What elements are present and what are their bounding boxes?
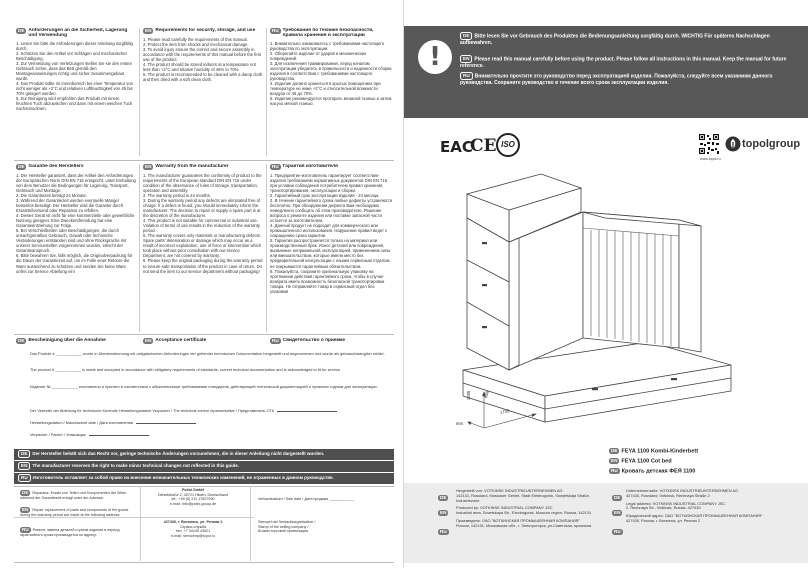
section-title [143, 338, 206, 345]
address-line: e-mail: info@polini-group.de [169, 501, 217, 506]
address-line: Произведено: ОАО "ВОТКИНСКАЯ ПРОМЫШЛЕННАЯ КОМПАНИЯ" [456, 517, 580, 523]
lang-badge-de: DE [440, 495, 447, 500]
paragraph: 5. Изделие рекомендуется протирать влажной тканью и затем насухо мягкой тканью. [270, 96, 392, 107]
top-notice-text: Внимательно прочтите это руководство перед эксплуатацией изделия. Пожалуйста, следуйте всем указаниям данного руководства. Сохраните руководство в течение всего срока эксплуатации изделия. [460, 73, 773, 86]
right-page [404, 0, 808, 568]
paragraph: 4. The product should be stored indoors at a temperature not less than +2°C and relative humidity of 45% to 70%. [143, 61, 256, 72]
paragraph: 1. Der Hersteller garantiert, dass der Artikel den Anforderungen der Europäischen Norm DIN EN 716 entspricht, unter Einhaltung von dem Benutzer die Bedingungen für Lagerung, Transport, Gebrauch und Montage. [16, 172, 136, 193]
section-title [143, 28, 263, 35]
section-title-text: Bescheinigung über die Annahme [28, 338, 106, 343]
column-divider [266, 164, 267, 332]
section-body [143, 173, 263, 274]
section-title-text: Требования по технике безопасности, правила хранения и эксплуатации [282, 28, 374, 39]
acceptance-line: The product # ____________ is made and accepted in accordance with obligatory requirements of standards, current technical documentation and is acknowledged to fit for service. [30, 367, 342, 372]
address-line: 427430, г. Воткинск, ул. Речная 2 [163, 520, 223, 524]
acceptance-line: Das Produkt # ____________ wurde in Übereinstimmung mit obligatorischen Anforderungen der geltender technischen Dokumentation hergestellt und angenommen und wurde als gebrauchstauglich erklärt. [30, 351, 385, 356]
address-line: Legal address: VOTKINSK INDUSTRIAL COMPANY JSC [626, 500, 726, 506]
lang-badge: DE [460, 32, 472, 40]
paragraph: 4. Das Produkt sollte im Innenbereich bei einer Temperatur von nicht weniger als +2°C und relativen Luftfeuchtigkeit von 45 bis 70% gelagert werden. [16, 81, 134, 97]
dim-height: 1085 [466, 390, 472, 401]
service-row-text: Repair, replacement of parts and components of the goods during the warranty period are made at the following address: [20, 507, 129, 517]
section-title [270, 164, 392, 171]
address-line: tel.: +49 (0) 211 17607990 [171, 497, 215, 501]
table-rule [14, 562, 394, 563]
address-line: Polini GmbH [181, 488, 205, 492]
address-line: Produced by: VOTKINSK INDUSTRIAL COMPANY JSC [456, 505, 553, 511]
lang-badge: RU [18, 474, 31, 482]
stamp-line: Stempel der Verkaufsorganisation / [258, 520, 316, 524]
lang-badge-ru: RU [614, 529, 621, 534]
service-row-text: Reparatur, Ersatz von Teilen und Komponenten der Ware, während der Garantiezeit erfolgt unter der Adresse: [20, 490, 127, 500]
lang-badge: EN [611, 458, 618, 463]
paragraph: 2. Оберегайте изделие от ударов и механических повреждений. [270, 50, 367, 61]
lang-badge: DE [18, 450, 30, 458]
lang-badge: EN [145, 28, 152, 33]
address-line: тел: +7 34145 43621 [175, 529, 211, 533]
eac-mark: EAC [440, 138, 473, 156]
brand-logo: topolgroup [742, 138, 801, 150]
top-notice [460, 32, 794, 46]
service-row [20, 490, 138, 501]
lang-badge: RU [460, 72, 473, 80]
section-title [16, 338, 106, 345]
paragraph: 1. Предприятие-изготовитель гарантирует соответствие изделия требованиям нормативных документов DIN EN 716 при условии соблюдения потребителем правил хранения, транспортирования, эксплуатации и сборки. [270, 172, 388, 193]
service-address [147, 488, 239, 506]
paragraph: 3. Для исключения травмирования, перед началом эксплуатации убедитесь в правильности и надежности сборки изделия в соответствии с требованиями настоящего руководства. [270, 61, 392, 82]
signature-label: Herstellungsdatum / Manufacture date / Дата изготовления [30, 420, 134, 425]
section-title-text: Garantie des Herstellers [28, 164, 84, 169]
acceptance-line: Изделие № ____________ изготовлено и принято в соответствии с обязательными требованиями стандартов, действующей технической документацией и признано годным для эксплуатации. [30, 384, 378, 389]
lang-badge: DE [18, 164, 25, 169]
section-title-text: Свидетельство о приемке [282, 338, 346, 343]
signature-field[interactable] [89, 433, 149, 436]
signature-label: Der Vertreter der Abteilung für technische Kontrolle Herstellungsdatum Verpacker / The technical control representative / Представитель ОТК [30, 408, 275, 413]
address-line: 2, Rechnaya Str., Votkinsk, Russia, 427430 [626, 505, 701, 511]
notice-bar [14, 473, 394, 484]
lang-badge-en: EN [614, 510, 621, 515]
section-body [16, 41, 136, 112]
dim-width: 1732 [499, 407, 510, 416]
notice-bar [14, 461, 394, 472]
text-column [143, 28, 263, 156]
section-body [16, 173, 136, 274]
text-column [270, 28, 392, 156]
paragraph: 2. Die Garantiezeit beträgt 24 Monate. [16, 192, 87, 198]
signature-line [30, 408, 337, 414]
lang-badge: EN [22, 507, 29, 512]
paragraph: 1. The manufacturer guarantees the conformity of product to the requirements of the European standard DIN EN 716 under condition of the observance of rules of storage, transportation, operation and assembly. [143, 172, 262, 193]
paragraph: 5. The warranty covers only materials or manufacturing defects. Spare parts' deterioration or damage which may occur as a result of incorrect exploitation, use of force or intervention which took place without prior consultation with our service Department, are not covered by warranty. [143, 233, 262, 259]
notice-text: The manufacturer reserves the right to make minor technical changes not reflected in this guide. [32, 463, 239, 468]
signature-line [30, 420, 196, 426]
top-notice [460, 55, 794, 69]
dim-unit: mm [456, 421, 463, 426]
text-column [16, 164, 136, 332]
lang-badge: RU [272, 28, 279, 33]
manufacturer-address [456, 489, 611, 529]
address-line: 427430, Россия, г. Воткинск, ул. Речная 2 [626, 517, 700, 523]
paragraph: 5. Bei Verschleißteilen oder Beschädigungen, die durch unsachgemäßen Gebrauch, Gewalt oder technische Veränderungen entstanden sind und ohne Rücksprache mit unserer Servicestellen vorgenommen wurden, erlischt der Garantieanspruch. [16, 228, 127, 254]
paragraph: 1. Внимательно ознакомьтесь с требованиями настоящего руководства по эксплуатации. [270, 40, 385, 51]
section-title [16, 164, 136, 171]
dim-depth: 638 [482, 390, 491, 399]
section-title [143, 164, 263, 171]
table-rule [14, 486, 394, 487]
section-body [143, 37, 263, 82]
address-line: 427430, Russland, Votkinsk, Rechnaya Straße 2 [626, 492, 710, 498]
section-title-text: Anforderungen an die Sicherheit, Lagerung und Verwendung [28, 28, 128, 39]
product-title-text: Кровать детская ФЕЯ 1100 [621, 468, 696, 475]
website-url: www.topol.ru [700, 157, 721, 161]
divider [14, 160, 394, 161]
notice-bar [14, 449, 394, 460]
address-line: Сервис-служба [179, 524, 207, 529]
lang-badge: RU [611, 468, 618, 473]
address-line: Industrial area, Sovetskaya Str., Electrogorsk, Moscow region, Russia, 142131 [456, 510, 592, 516]
lang-badge: RU [272, 338, 279, 343]
address-line: Unternehmenssitz: VOTKINSK INDUSTRIEUNTERNEHMEN AG [626, 488, 738, 493]
paragraph: 3. To avoid injury ensure the correct and secure assembly in accordance with the requirements of this manual before the first use of the product. [143, 46, 262, 62]
paragraph: 2. The warranty period is 24 months. [143, 192, 211, 198]
paragraph: 5. The product is recommended to be cleaned with a damp cloth and then dried with a soft clean cloth. [143, 72, 263, 83]
iso-mark: ISO [496, 133, 520, 157]
column-divider [139, 164, 140, 332]
paragraph: 3. Zur Vermeidung von Verletzungen stellen Sie sie den ersten Gebrauch sicher, dass das Bett gemäß den Montageanweisungen richtig und sicher zusammengebaut wurde. [16, 61, 132, 82]
paragraph: 2. Гарантийный срок эксплуатации изделия - 24 месяца. [270, 192, 380, 198]
top-notice-text: Please read this manual carefully before using the product. Please follow all instructions in this manual. Keep the manual for future reference. [460, 56, 787, 69]
text-column [143, 164, 263, 332]
section-title [16, 28, 136, 39]
signature-line [30, 432, 149, 438]
paragraph: 5. Гарантия распространяется только на материал или производственный брак. Износ деталей или повреждения, вызванные неправильной эксплуатацией, применением силы или вмешательством, которые имели место без предварительной консультации с нашим сервисным отделом, не покрываются гарантийным обязательством. [270, 238, 391, 269]
notice-text: Изготовитель оставляет за собой право на внесение незначительных технических изменений, не отраженных в данном руководстве. [32, 475, 334, 480]
table-rule [140, 486, 141, 561]
service-row [20, 527, 138, 538]
paragraph: 5. Zur Reinigung wird empfohlen das Produkt mit einem feuchten Tuch abzuwischen und dann mit einem weichen Tuch nachzutrocknen. [16, 96, 133, 112]
lang-badge-ru: RU [440, 529, 447, 534]
address-line: Юридический адрес: ОАО "ВОТКИНСКАЯ ПРОМЫШЛЕННАЯ КОМПАНИЯ" [626, 513, 763, 519]
paragraph: 3. During the warranty period any defects are eliminated free of charge. If a defect is found, you should immediately inform the manufacturer. The decision to repair or supply a spare part is at the discretion of the manufacturer. [143, 197, 261, 219]
divider [14, 334, 394, 335]
service-row-text: Ремонт, замена деталей и узлов изделия в период гарантийного срока производится по адресу: [20, 527, 120, 537]
service-address [147, 520, 239, 538]
product-title [609, 448, 698, 454]
product-title [609, 458, 672, 464]
section-title-text: Гарантия изготовителя [282, 164, 338, 169]
product-title [609, 468, 695, 474]
stamp-line: Stamp of the selling company / [258, 524, 309, 529]
legal-address [626, 489, 786, 524]
text-column [270, 164, 392, 332]
lang-badge: EN [18, 462, 30, 470]
top-notice [460, 72, 794, 86]
lang-badge-en: EN [440, 510, 447, 515]
paragraph: 4. This product is not suitable for commercial or industrial use. Violation of terms of use results in the reduction of the warranty period. [143, 218, 261, 234]
paragraph: 1. Please read carefully the requirements of this manual. [143, 36, 248, 42]
signature-field[interactable] [277, 409, 337, 412]
paragraph: 4. Данный продукт не подходит для коммерческого или промышленного использования. Нарушение правил ведет к сокращению срока гарантии. [270, 223, 387, 239]
section-body [270, 41, 392, 107]
table-rule [250, 486, 251, 561]
lang-badge: RU [22, 527, 29, 532]
service-row [20, 507, 138, 518]
exclamation-icon: ! [418, 40, 452, 74]
qr-code-icon [698, 133, 720, 155]
section-title-text: Acceptance certificate [155, 338, 207, 343]
lang-badge: EN [145, 338, 152, 343]
ce-mark: CE [470, 136, 497, 156]
section-title [270, 338, 345, 345]
lang-badge: EN [460, 55, 472, 63]
paragraph: 6. Please keep the original packaging during the warranty period to ensure safe transportation of the product in case of return. Do not send the item to our service department without packaging! [143, 258, 263, 274]
stamp-label [258, 520, 388, 534]
signature-label: Verpacker / Packer / Упаковщик [30, 432, 86, 437]
paragraph: 4. Изделие должно храниться в крытых помещениях при температуре не ниже +2°С и относительной влажности воздуха от 45 до 70%. [270, 81, 381, 97]
section-body [270, 173, 392, 294]
paragraph: 6. Bitte bewahren Sie, falls möglich, die Originalverpackung für die Dauer der Garantiezeit auf, um im Falle einer Retoure die Ware ausreichend zu schützen und senden Sie keine Ware unfrei zur Service Abteilung ein! [16, 253, 133, 274]
lang-badge: RU [272, 164, 279, 169]
sale-date: Verkaufsdatum / Sale date / Дата продажи ____________ [258, 497, 354, 501]
paragraph: 2. Protect the item from shocks and mechanical damage. [143, 41, 249, 47]
column-divider [139, 28, 140, 156]
section-title-text: Warranty from the manufacturer [155, 164, 229, 169]
address-line: Dieselstraße 2, 40721 Hilden, Deutschland [157, 492, 229, 497]
section-title [270, 28, 392, 39]
lang-badge: DE [18, 28, 25, 33]
paragraph: 3. Während der Garantiezeit werden eventuelle Mängel kostenlos beseitigt. Der Hersteller wird die Garantie durch Ersatzteilversand oder Reparatur zu erfüllen. [16, 197, 124, 213]
lang-badge-de: DE [614, 495, 621, 500]
lang-badge: DE [611, 448, 618, 453]
notice-text: Der Hersteller behält sich das Recht vor, geringe technische Änderungen vorzunehmen, die in dieser Anleitung nicht dargestellt wurden. [32, 451, 325, 456]
paragraph: 1. Lesen Sie bitte die Anforderungen dieser Anleitung sorgfältig durch. [16, 40, 133, 51]
paragraph: 3. В течение гарантийного срока любые дефекты устраняются бесплатно. При обнаружении дефекта Вам необходимо немедленно сообщить об этом производителю. Решение вопроса о ремонте изделия или поставке запасной части остается за изготовителем. [270, 197, 392, 224]
address-line: Россия, 142131, Московская обл., г. Электрогорск, ул.Советская, промзона [456, 522, 592, 528]
signature-field[interactable] [136, 421, 196, 424]
topol-logo-icon [725, 136, 741, 152]
product-title-text: FEYA 1100 Cot bed [621, 458, 672, 465]
stamp-line: Штамп торговой организации [258, 529, 309, 533]
lang-badge: DE [18, 338, 25, 343]
table-rule [14, 517, 254, 518]
paragraph: 2. Schützen Sie den Artikel vor Schlägen und mechanischer Beschädigung. [16, 50, 128, 61]
text-column [16, 28, 136, 156]
section-title-text: Requirements for security, storage, and use [155, 28, 256, 33]
address-line: e-mail: servicenp@topol.ru [171, 533, 215, 538]
paragraph: 6. Пожалуйста, сохраните оригинальную упаковку на протяжении действия гарантийного срока, чтобы в случае возврата иметь возможность безопасной транспортировки товара. Не отправляйте товар в сервисный отдел без упаковки! [270, 268, 385, 294]
lang-badge: DE [22, 490, 29, 495]
column-divider [266, 28, 267, 156]
lang-badge: EN [145, 164, 152, 169]
top-notice-text: Bitte lesen Sie vor Gebrauch des Produktes die Bedienungsanleitung sorgfältig durch. WICHTIG Für späteres Nachschlagen aufbewahren. [460, 33, 770, 46]
paragraph: 4. Dieses Gerät ist nicht für eine kommerzielle oder gewerbliche Nutzung geeignet. Eine Zweckentfremdung hat eine Garantieentziehung zur Folge. [16, 213, 135, 229]
product-title-text: FEYA 1100 Kombi-Kinderbett [621, 448, 699, 455]
address-line: Hergestellt von: VOTKINSK INDUSTRIEUNTERNEHMEN AG [456, 488, 563, 493]
address-line: 142131, Russland, Moskauer Gebiet, Stadt Elektrogorsk, Sowjetskaja Straße, Industriezone [456, 492, 590, 503]
